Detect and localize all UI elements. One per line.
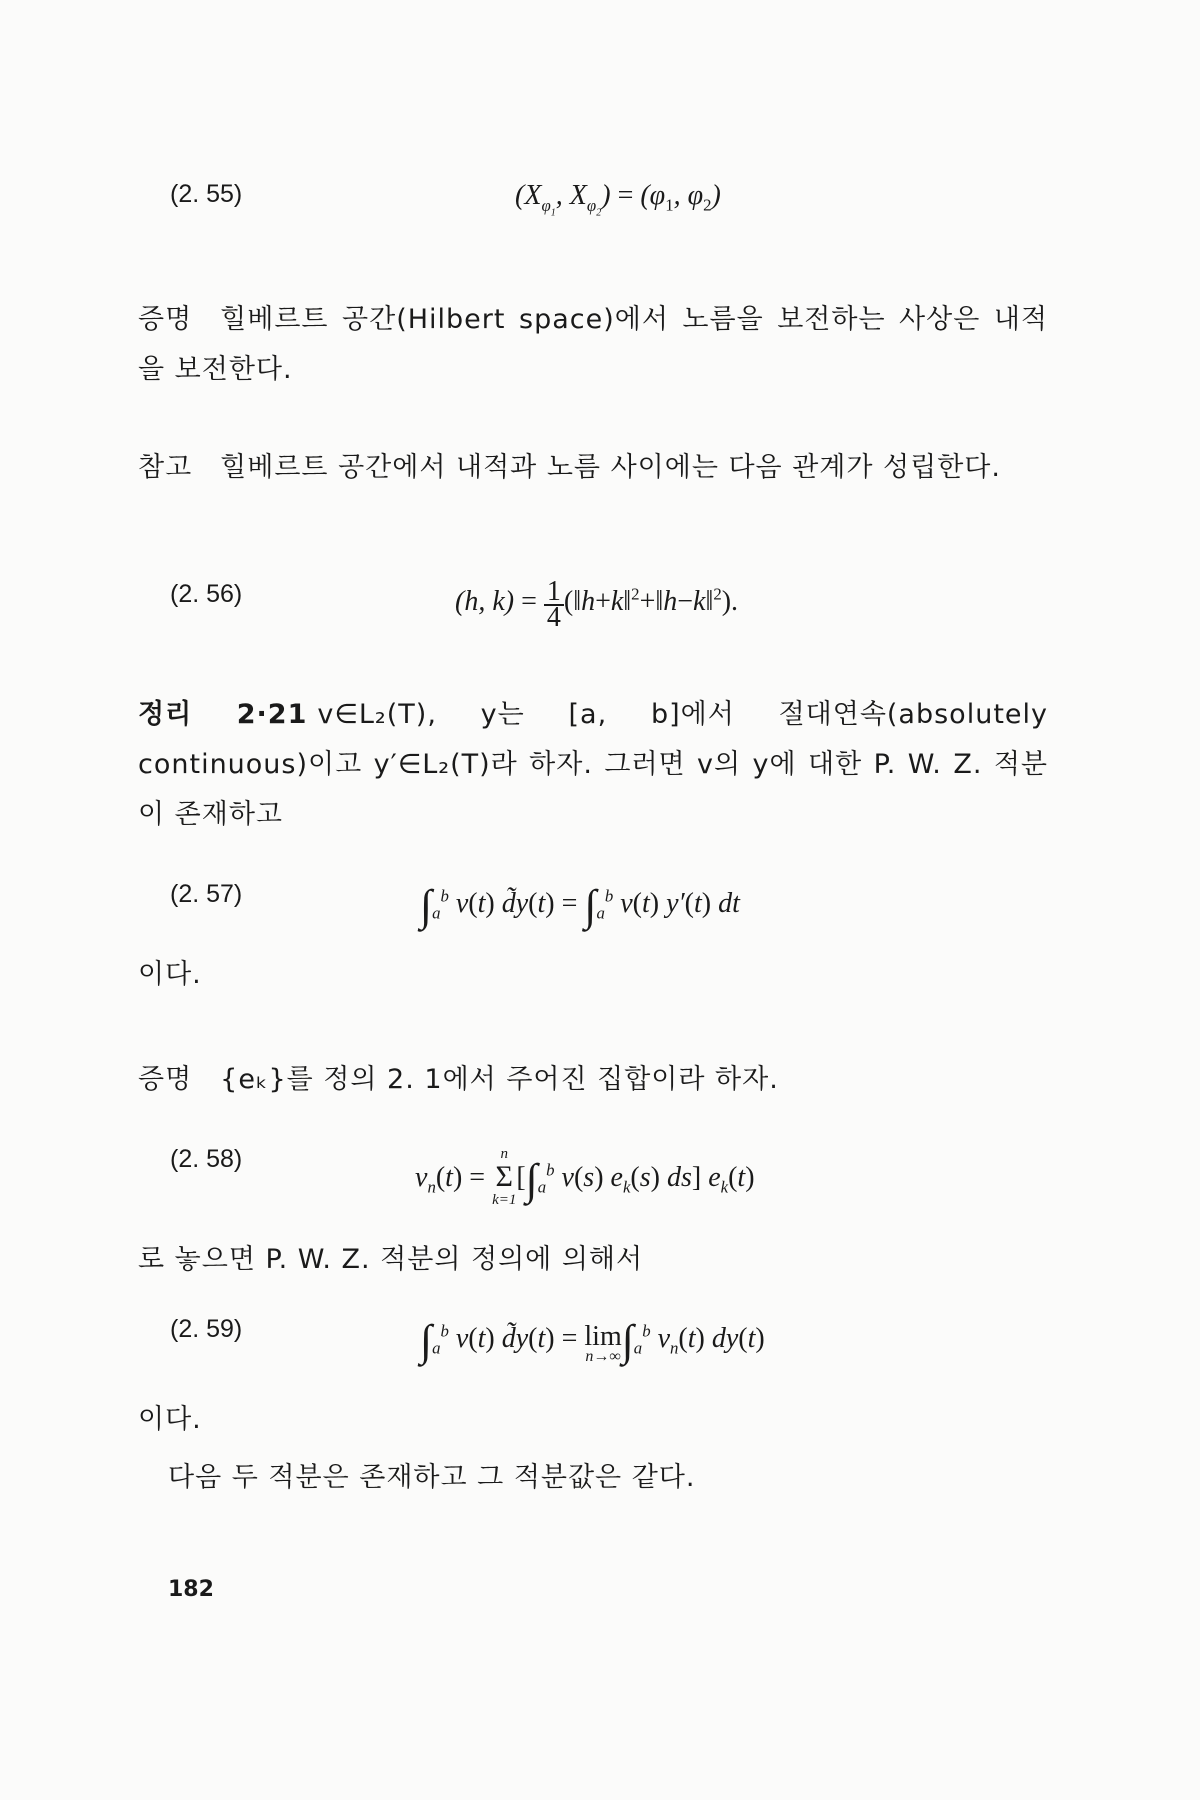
proof-text: {eₖ}를 정의 2. 1에서 주어진 집합이라 하자.: [220, 1064, 779, 1095]
theorem-paragraph: [138, 690, 1048, 840]
proof-label: 증명: [138, 304, 193, 335]
equation-number: (2. 59): [170, 1315, 243, 1343]
equation-2-58: [0, 1145, 1200, 1208]
equation-body: $v_n(t)$ = n Σ k=1 [$\int_a^b$ v(s) $e_k(s)$ ds] $e_k(t)$: [415, 1146, 755, 1208]
definition-sentence: 로 놓으면 P. W. Z. 적분의 정의에 의해서: [138, 1244, 644, 1275]
equation-number: (2. 56): [170, 580, 243, 608]
equation-2-59: [0, 1315, 1200, 1365]
note-text: 힐베르트 공간에서 내적과 노름 사이에는 다음 관계가 성립한다.: [220, 452, 1001, 483]
theorem-text: v∈L₂(T), y는 [a, b]에서 절대연속(absolutely continuous)이고 y′∈L₂(T)라 하자. 그러면 v의 y에 대한 P. W. Z. 적분이 존재하고: [138, 699, 1048, 830]
page-number: 182: [168, 1577, 214, 1602]
proof-label: 증명: [138, 1064, 193, 1095]
equation-2-56: [0, 576, 1200, 633]
equation-2-55: [0, 180, 1200, 230]
equation-number: (2. 58): [170, 1145, 243, 1173]
note-paragraph: [138, 443, 1048, 493]
equation-number: (2. 57): [170, 880, 243, 908]
closing-sentence: 다음 두 적분은 존재하고 그 적분값은 같다.: [168, 1462, 696, 1493]
note-label: 참고: [138, 452, 193, 483]
proof-text: 힐베르트 공간(Hilbert space)에서 노름을 보전하는 사상은 내적을 보전한다.: [138, 304, 1048, 385]
equation-body: (h, k) = $\frac{1}{4}$ (‖h+k‖$^2$+‖h−k‖$^2$).: [455, 576, 739, 633]
equation-body: ($X_{\varphi_1}$, $X_{\varphi_2}) = (\varphi_1$, $\varphi_2$): [515, 180, 721, 218]
conclusion-text-2: 이다.: [138, 1404, 202, 1435]
theorem-label: 정리 2·21: [138, 699, 308, 730]
equation-number: (2. 55): [170, 180, 243, 208]
proof-paragraph-2: [138, 1055, 1048, 1105]
equation-2-57: [0, 880, 1200, 930]
equation-body: $\int_a^b$ v(t) d̃y(t) = lim n→∞ $\int_a^b$ $v_n(t)$ dy(t): [420, 1316, 765, 1365]
conclusion-text-1: 이다.: [138, 959, 202, 990]
equation-body: $\int_a^b$ v(t) d̃y(t) = $\int_a^b$ v(t) y′(t) dt: [420, 881, 740, 930]
proof-paragraph-1: [138, 295, 1048, 395]
